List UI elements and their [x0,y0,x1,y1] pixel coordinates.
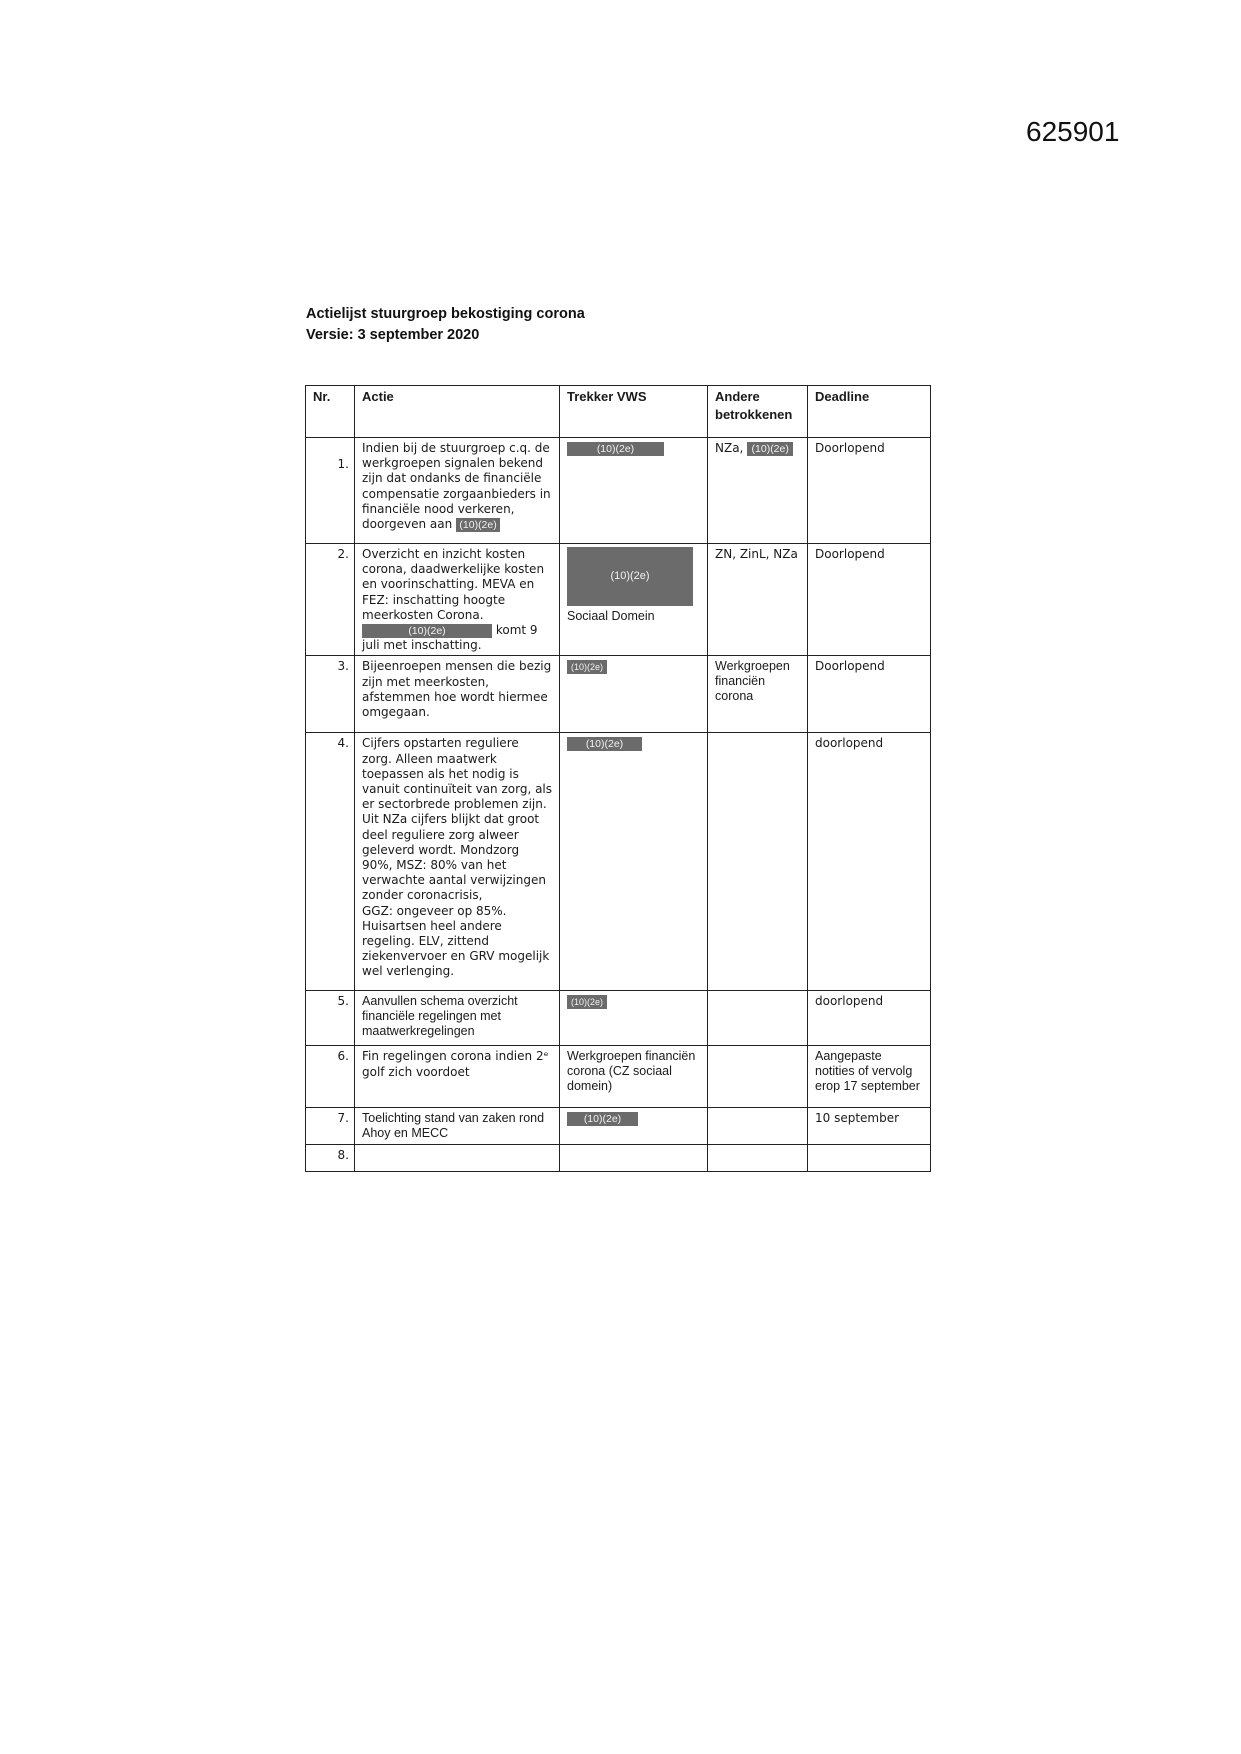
row-andere [708,1145,808,1172]
row-deadline: doorlopend [808,733,931,991]
actie-text-continued: komt 9 juli met inschatting. [362,623,538,653]
actie-text: Indien bij de stuurgroep c.q. de werkgroepen signalen bekend zijn dat ondanks de financiële compensatie zorgaanbieders in financiële nood verkeren, doorgeven aan [362,441,551,532]
row-andere [708,991,808,1046]
redaction-block: (10)(2e) [567,737,642,751]
row-trekker [560,1108,708,1145]
row-trekker [560,544,708,656]
table-row [306,991,931,1046]
table-row [306,1145,931,1172]
row-deadline: 10 september [808,1108,931,1145]
row-actie: Aanvullen schema overzicht financiële regelingen met maatwerkregelingen [355,991,560,1046]
table-row [306,1108,931,1145]
table-row [306,1046,931,1108]
trekker-text: Sociaal Domein [567,609,655,623]
action-table [305,385,931,1172]
table-row [306,544,931,656]
row-actie [355,733,560,991]
row-trekker [560,733,708,991]
table-row [306,438,931,544]
row-andere: Werkgroepen financiën corona [708,656,808,733]
table-row [306,656,931,733]
row-actie: Toelichting stand van zaken rond Ahoy en MECC [355,1108,560,1145]
row-number: 3. [306,656,355,733]
redaction-block: (10)(2e) [567,1112,638,1126]
row-deadline: Doorlopend [808,544,931,656]
redaction-block: (10)(2e) [567,442,664,456]
row-number: 7. [306,1108,355,1145]
actie-text: Cijfers opstarten reguliere zorg. Alleen maatwerk toepassen als het nodig is vanuit continuïteit van zorg, als er sectorbrede problemen zijn. Uit NZa cijfers blijkt dat groot deel reguliere zorg alweer geleverd wordt. Mondzorg 90%, MSZ: 80% van het verwachte aantal verwijzingen zonder coronacrisis, [362,736,553,903]
row-trekker [560,438,708,544]
row-number: 4. [306,733,355,991]
row-deadline: Doorlopend [808,438,931,544]
document-number: 625901 [1026,116,1120,147]
row-actie: Bijeenroepen mensen die bezig zijn met meerkosten, afstemmen hoe wordt hiermee omgegaan. [355,656,560,733]
column-header-deadline: Deadline [808,386,931,438]
row-number: 8. [306,1145,355,1172]
actie-text-ggz: GGZ: ongeveer op 85%. [362,903,507,918]
column-header-trekker: Trekker VWS [560,386,708,438]
row-actie [355,438,560,544]
row-trekker [560,656,708,733]
document-title: Actielijst stuurgroep bekostiging corona [306,306,585,322]
row-number: 6. [306,1046,355,1108]
row-trekker [560,1145,708,1172]
row-number: 2. [306,544,355,656]
table-header-row [306,386,931,438]
redaction-block: (10)(2e) [747,442,793,456]
column-header-andere: Andere betrokkenen [708,386,808,438]
row-actie: Fin regelingen corona indien 2ᵉ golf zich voordoet [355,1046,560,1108]
row-deadline: doorlopend [808,991,931,1046]
row-number: 1. [306,438,355,544]
row-deadline [808,1145,931,1172]
row-trekker: Werkgroepen financiën corona (CZ sociaal domein) [560,1046,708,1108]
actie-text: Overzicht en inzicht kosten corona, daadwerkelijke kosten en voorinschatting. MEVA en FEZ: inschatting hoogte meerkosten Corona. [362,547,545,622]
row-andere [708,438,808,544]
row-actie [355,544,560,656]
redaction-block: (10)(2e) [362,624,492,638]
redaction-block: (10)(2e) [567,660,607,674]
row-andere [708,1046,808,1108]
row-andere [708,733,808,991]
row-actie [355,1145,560,1172]
redaction-block: (10)(2e) [456,518,500,532]
title-block [306,304,585,346]
column-header-nr: Nr. [306,386,355,438]
andere-text: NZa, [715,441,744,455]
redaction-block: (10)(2e) [567,547,693,606]
row-number: 5. [306,991,355,1046]
row-deadline: Doorlopend [808,656,931,733]
row-deadline: Aangepaste notities of vervolg erop 17 september [808,1046,931,1108]
row-andere [708,1108,808,1145]
actie-text-huisartsen: Huisartsen heel andere regeling. ELV, zittend ziekenvervoer en GRV mogelijk wel verlenging. [362,918,550,979]
column-header-actie: Actie [355,386,560,438]
row-andere: ZN, ZinL, NZa [708,544,808,656]
row-trekker [560,991,708,1046]
redaction-block: (10)(2e) [567,995,607,1009]
table-row [306,733,931,991]
document-version: Versie: 3 september 2020 [306,327,480,343]
